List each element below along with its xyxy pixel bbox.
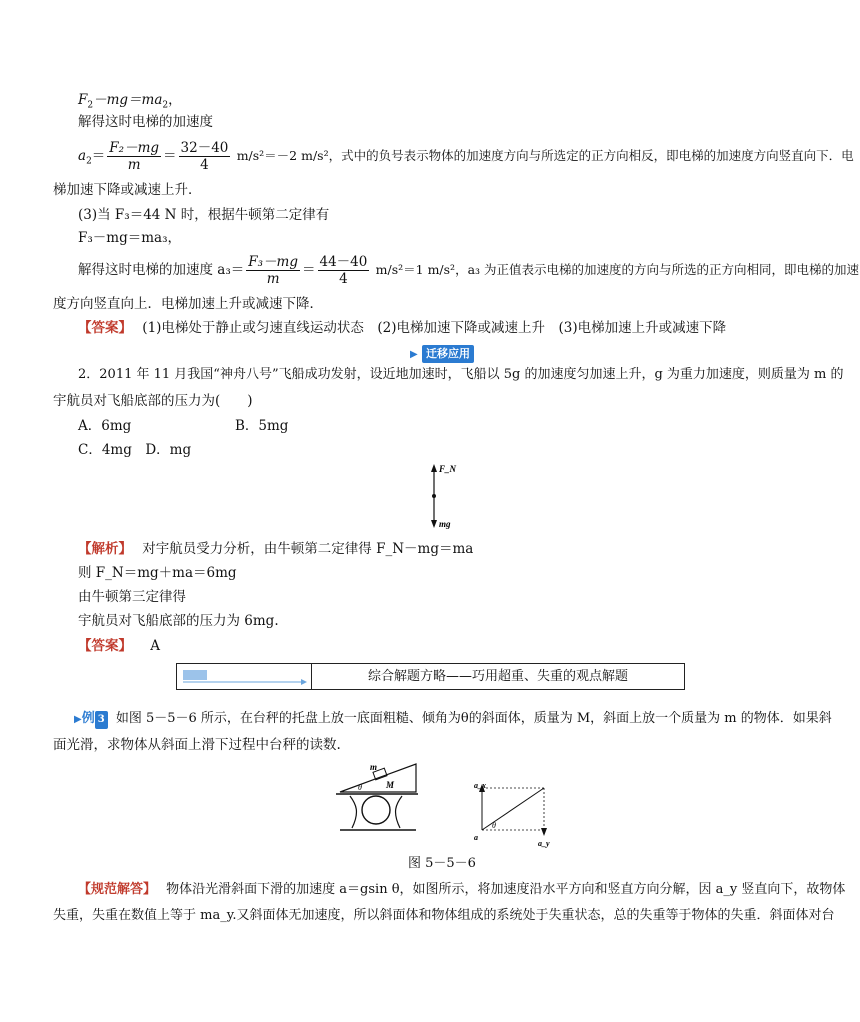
point-dot — [432, 494, 436, 498]
solution-line-2: 失重，失重在数值上等于 ma_y.又斜面体无加速度，所以斜面体和物体组成的系统处于失重状态，总的失重等于物体的失重．斜面体对台 — [53, 908, 835, 923]
text: m/s²＝1 m/s²，a₃ 为正值表示电梯的加速度的方向与所选的正方向相同，即电梯的加速 — [375, 262, 860, 277]
example-text: 如图 5－5－6 所示，在台秤的托盘上放一底面粗糙、倾角为θ的斜面体，质量为 M，斜面上放一个质量为 m 的物体．如果斜 — [115, 711, 832, 726]
arrow-up-icon — [431, 464, 437, 472]
numerator: F₃－mg — [248, 254, 298, 270]
figure-caption: 图 5－5－6 — [408, 856, 476, 871]
fraction — [179, 140, 231, 173]
numerator: F₂－mg — [109, 140, 160, 156]
text-line-4: 梯加速下降或减速上升． — [53, 182, 202, 198]
arrow-down-icon — [431, 520, 437, 528]
label-m: m — [370, 762, 378, 772]
incline — [340, 764, 416, 792]
example-label: 例 — [81, 711, 95, 726]
numerator: 32－40 — [180, 140, 229, 156]
fraction — [107, 140, 161, 173]
scale-body — [362, 796, 390, 824]
triangle-icon: ▶ — [410, 349, 418, 360]
denominator: 4 — [339, 271, 348, 287]
sub: 2 — [162, 100, 169, 111]
eq-line-3 — [78, 138, 854, 174]
solution-tag: 【规范解答】 — [78, 882, 157, 897]
text: 解得这时电梯的加速度 a₃＝ — [78, 262, 245, 278]
answer-text: (1)电梯处于静止或匀速直线运动状态 (2)电梯加速下降或减速上升 (3)电梯加速上升或减速下降 — [142, 320, 727, 336]
sub: 2 — [86, 156, 92, 167]
label-ax: a_x — [474, 781, 486, 790]
answer-text: A — [150, 638, 161, 654]
label-a: a — [474, 833, 478, 842]
label-fn: F_N — [439, 464, 457, 474]
method-box-title: 综合解题方略——巧用超重、失重的观点解题 — [367, 669, 628, 684]
analysis-line-2: 则 F_N＝mg＋ma＝6mg — [78, 565, 237, 581]
analysis-line-1 — [78, 540, 473, 558]
solution-line-1 — [78, 881, 845, 899]
text: a — [78, 148, 87, 164]
denominator: m — [266, 271, 280, 287]
answer-line-1 — [78, 319, 726, 337]
text-line-6: F₃－mg＝ma₃， — [78, 230, 181, 246]
eq-line-1 — [78, 91, 182, 109]
answer-line-2 — [78, 637, 160, 655]
option-a: A．6mg — [78, 418, 132, 434]
option-cd: C．4mg D．mg — [78, 442, 192, 458]
text: m/s²＝－2 m/s²，式中的负号表示物体的加速度方向与所选定的正方向相反，即电梯的加速度方向竖直向下．电 — [236, 148, 854, 163]
label-M: M — [386, 780, 395, 790]
example-line-2: 面光滑，求物体从斜面上滑下过程中台秤的读数. — [53, 737, 341, 753]
question-2-line-1: 2．2011 年 11 月我国“神舟八号”飞船成功发射，设近地加速时，飞船以 5g 的加速度匀加速上升，g 为重力加速度，则质量为 m 的 — [78, 367, 844, 382]
denominator: m — [127, 157, 141, 173]
fraction — [246, 254, 300, 287]
scale-legs — [350, 796, 402, 828]
acceleration-figure — [472, 778, 562, 848]
answer-tag: 【答案】 — [78, 320, 132, 336]
text: ＝ — [163, 148, 177, 164]
label-mg: mg — [439, 519, 451, 529]
text-f2: F — [78, 92, 88, 108]
analysis-line-4: 宇航员对飞船底部的压力为 6mg. — [78, 613, 279, 629]
answer-tag: 【答案】 — [78, 638, 132, 654]
section-label — [410, 344, 474, 364]
example-line-1 — [74, 710, 832, 729]
arrow-down-icon — [541, 828, 547, 836]
label-theta: θ — [358, 783, 362, 792]
question-2-line-2: 宇航员对飞船底部的压力为( ) — [53, 393, 253, 409]
text-line-8: 度方向竖直向上．电梯加速上升或减速下降． — [53, 296, 323, 312]
force-diagram — [420, 462, 470, 532]
solution-text: 物体沿光滑斜面下滑的加速度 a＝gsin θ，如图所示，将加速度沿水平方向和竖直方向分解，因 a_y 竖直向下，故物体 — [166, 882, 846, 897]
sub: 2 — [87, 100, 94, 111]
text-line-2: 解得这时电梯的加速度 — [78, 114, 213, 130]
numerator: 44－40 — [319, 254, 368, 270]
option-b: B．5mg — [235, 418, 289, 434]
label-theta-2: θ — [492, 821, 496, 830]
method-box — [176, 663, 685, 690]
triangle-icon: ▶ — [74, 714, 82, 725]
text: ， — [168, 92, 182, 108]
fraction — [318, 254, 370, 287]
section-badge: 迁移应用 — [422, 345, 474, 363]
scale-figure — [332, 758, 422, 838]
text: －mg＝ma — [93, 92, 163, 108]
label-ay: a_y — [538, 839, 550, 848]
text: ＝ — [91, 148, 106, 164]
text-line-5: (3)当 F₃＝44 N 时，根据牛顿第二定律有 — [78, 207, 330, 223]
example-number: 3 — [95, 711, 108, 729]
arrow-right-icon — [301, 679, 307, 685]
analysis-tag: 【解析】 — [78, 541, 132, 557]
decor-block — [183, 670, 207, 680]
eq-line-7 — [78, 252, 859, 288]
arrow-decoration — [177, 664, 311, 689]
analysis-text: 对宇航员受力分析，由牛顿第二定律得 F_N－mg＝ma — [142, 541, 474, 557]
method-box-left — [177, 664, 312, 689]
analysis-line-3: 由牛顿第三定律得 — [78, 589, 186, 605]
text: ＝ — [302, 262, 316, 278]
denominator: 4 — [200, 157, 209, 173]
